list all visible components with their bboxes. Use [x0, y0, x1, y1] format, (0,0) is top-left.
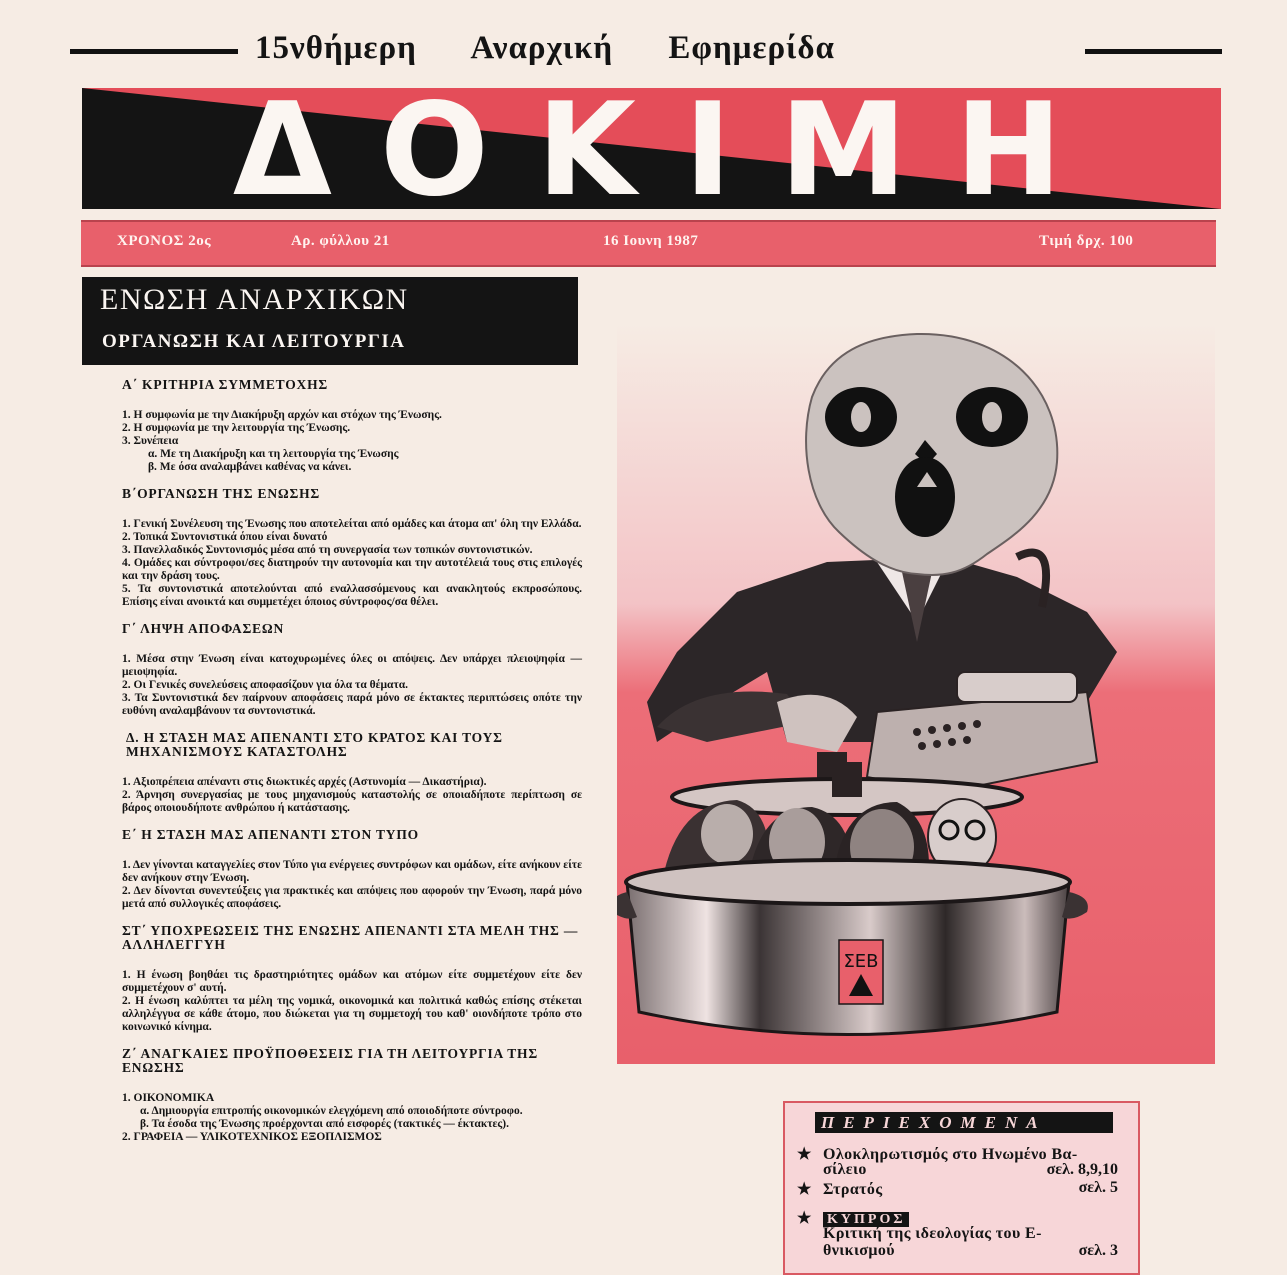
section-title: Γ΄ ΛΗΨΗ ΑΠΟΦΑΣΕΩΝ	[122, 621, 285, 636]
star-icon: ★	[797, 1146, 812, 1163]
list-item: 1. Γενική Συνέλευση της Ένωσης που αποτελείται από ομάδες και άτομα απ' όλη την Ελλάδα.	[122, 518, 582, 530]
masthead-title: ΔΟΚΙΜΗ	[232, 88, 1111, 209]
section-a	[122, 378, 582, 474]
contents-page: σελ. 8,9,10	[1046, 1161, 1118, 1178]
section-c	[122, 622, 582, 718]
section-e	[122, 828, 582, 911]
list-item: β. Τα έσοδα της Ένωσης προέρχονται από εισφορές (τακτικές — έκτακτες).	[140, 1118, 509, 1130]
strapline-word: Εφημερίδα	[668, 30, 835, 66]
list-item: 2. ΓΡΑΦΕΙΑ — ΥΛΙΚΟΤΕΧΝΙΚΟΣ ΕΞΟΠΛΙΣΜΟΣ	[122, 1131, 382, 1143]
masthead	[82, 88, 1221, 209]
contents-entry-continued: σίλειο	[823, 1161, 867, 1178]
list-item: 2. Δεν δίνονται συνεντεύξεις για πρακτικές και απόψεις που αφορούν την Ένωση, παρά μόνο μετά από συλλογικές αποφάσεις.	[122, 885, 582, 910]
article-body	[122, 378, 582, 1157]
list-item: α. Δημιουργία επιτροπής οικονομικών ελεγχόμενη από οποιοδήποτε σύντροφο.	[140, 1105, 523, 1117]
strapline-rule-left	[70, 49, 238, 54]
contents-entry-text: Στρατός	[823, 1181, 883, 1198]
section-f	[122, 924, 582, 1034]
list-item: 3. Πανελλαδικός Συντονισμός μέσα από τη συνεργασία των τοπικών συντονιστικών.	[122, 544, 533, 556]
section-title: Ζ΄ ΑΝΑΓΚΑΙΕΣ ΠΡΟΫΠΟΘΕΣΕΙΣ ΓΙΑ ΤΗ ΛΕΙΤΟΥΡΓΙΑ ΤΗΣ ΕΝΩΣΗΣ	[122, 1046, 538, 1075]
star-icon: ★	[797, 1181, 812, 1198]
contents-title: ΠΕΡΙΕΧΟΜΕΝΑ	[815, 1112, 1113, 1133]
section-title: Δ. Η ΣΤΑΣΗ ΜΑΣ ΑΠΕΝΑΝΤΙ ΣΤΟ ΚΡΑΤΟΣ ΚΑΙ ΤΟΥΣ ΜΗΧΑΝΙΣΜΟΥΣ ΚΑΤΑΣΤΟΛΗΣ	[126, 730, 503, 759]
list-item: 1. Μέσα στην Ένωση είναι κατοχυρωμένες όλες οι απόψεις. Δεν υπάρχει πλειοψηφία — μειοψηφία.	[122, 653, 582, 678]
issue-info-bar	[81, 220, 1216, 267]
list-item: 3. Συνέπεια	[122, 435, 179, 447]
section-g	[122, 1047, 582, 1144]
contents-entry-continued: θνικισμού	[823, 1242, 895, 1259]
headline-title: ΕΝΩΣΗ ΑΝΑΡΧΙΚΩΝ	[100, 283, 409, 316]
section-title: Ε΄ Η ΣΤΑΣΗ ΜΑΣ ΑΠΕΝΑΝΤΙ ΣΤΟΝ ΤΥΠΟ	[122, 827, 419, 842]
issue-date: 16 Ιουνη 1987	[603, 233, 699, 249]
strapline-rule-right	[1085, 49, 1222, 54]
list-item: 2. Τοπικά Συντονιστικά όπου είναι δυνατό	[122, 531, 328, 543]
contents-entry-text: Κριτική της ιδεολογίας του Ε-	[823, 1225, 1042, 1242]
contents-page: σελ. 5	[1078, 1179, 1118, 1196]
contents-entry-text: Ολοκληρωτισμός στο Ηνωμένο Βα-	[823, 1146, 1078, 1163]
list-item: 1. Η συμφωνία με την Διακήρυξη αρχών και στόχων της Ένωσης.	[122, 409, 442, 421]
list-item: 3. Τα Συντονιστικά δεν παίρνουν αποφάσεις παρά μόνο σε έκτακτες περιπτώσεις οπότε την ευθύνη αναλαμβάνουν τα συντονιστικά.	[122, 692, 582, 717]
section-d	[122, 731, 582, 815]
issue-number: Αρ. φύλλου 21	[291, 233, 390, 249]
contents-entry	[797, 1179, 883, 1199]
section-b	[122, 487, 582, 609]
strapline	[255, 30, 1055, 67]
list-item: 5. Τα συντονιστικά αποτελούνται από εναλλασσόμενους και ανακλητούς εκπροσώπους. Επίσης είναι ανοικτά και συμμετέχει όποιος σύντροφος/σα θέλει.	[122, 583, 582, 608]
star-icon: ★	[797, 1210, 812, 1227]
contents-box	[783, 1101, 1140, 1275]
section-title: ΣΤ΄ ΥΠΟΧΡΕΩΣΕΙΣ ΤΗΣ ΕΝΩΣΗΣ ΑΠΕΝΑΝΤΙ ΣΤΑ ΜΕΛΗ ΤΗΣ — ΑΛΛΗΛΕΓΓΥΗ	[122, 923, 579, 952]
pressure-cooker	[617, 762, 1088, 1035]
list-item: 2. Η συμφωνία με την λειτουργία της Ένωσης.	[122, 422, 351, 434]
article-headline	[82, 277, 578, 365]
strapline-word: 15νθήμερη	[255, 30, 417, 66]
list-item: 2. Η ένωση καλύπτει τα μέλη της νομικά, οικονομικά και πολιτικά καθώς επίσης στέκεται αλληλέγγυα σε κάθε άτομο, που διώκεται για τη συμμετοχή του καθ' οιονδήποτε τρόπο στο κοινωνικό κίνημα.	[122, 995, 582, 1033]
section-title: Α΄ ΚΡΙΤΗΡΙΑ ΣΥΜΜΕΤΟΧΗΣ	[122, 377, 329, 392]
year-label: ΧΡΟΝΟΣ 2ος	[117, 233, 212, 249]
strapline-word: Αναρχική	[470, 30, 614, 66]
list-item: 1. Η ένωση βοηθάει τις δραστηριότητες ομάδων και ατόμων είτε συμμετέχουν είτε δεν συμμετέχουν σ' αυτή.	[122, 969, 582, 994]
list-item: 4. Ομάδες και σύντροφοι/σες διατηρούν την αυτονομία και την αυτοτέλειά τους στις επιλογές και την δράση τους.	[122, 557, 582, 582]
price: Τιμή δρχ. 100	[1039, 233, 1134, 249]
list-item: β. Με όσα αναλαμβάνει καθένας να κάνει.	[148, 461, 352, 473]
list-item: 2. Οι Γενικές συνελεύσεις αποφασίζουν για όλα τα θέματα.	[122, 679, 409, 691]
list-item: 1. ΟΙΚΟΝΟΜΙΚΑ	[122, 1092, 215, 1104]
contents-tag: ΚΥΠΡΟΣ	[823, 1212, 909, 1227]
pot-label: ΣΕΒ	[843, 951, 879, 972]
list-item: 2. Άρνηση συνεργασίας με τους μηχανισμούς καταστολής σε οποιαδήποτε περίπτωση σε βάρος οποιουδήποτε ανθρώπου ή κατάστασης.	[122, 789, 582, 814]
contents-page: σελ. 3	[1078, 1242, 1118, 1259]
collage-illustration	[617, 322, 1215, 1064]
list-item: α. Με τη Διακήρυξη και τη λειτουργία της Ένωσης	[148, 448, 399, 460]
list-item: 1. Δεν γίνονται καταγγελίες στον Τύπο για ενέργειες συντρόφων και ομάδων, είτε ανήκουν είτε δεν ανήκουν στην Ένωση.	[122, 859, 582, 884]
headline-subtitle: ΟΡΓΑΝΩΣΗ ΚΑΙ ΛΕΙΤΟΥΡΓΙΑ	[102, 331, 406, 352]
list-item: 1. Αξιοπρέπεια απέναντι στις διωκτικές αρχές (Αστυνομία — Δικαστήρια).	[122, 776, 487, 788]
section-title: Β΄ΟΡΓΑΝΩΣΗ ΤΗΣ ΕΝΩΣΗΣ	[122, 486, 321, 501]
